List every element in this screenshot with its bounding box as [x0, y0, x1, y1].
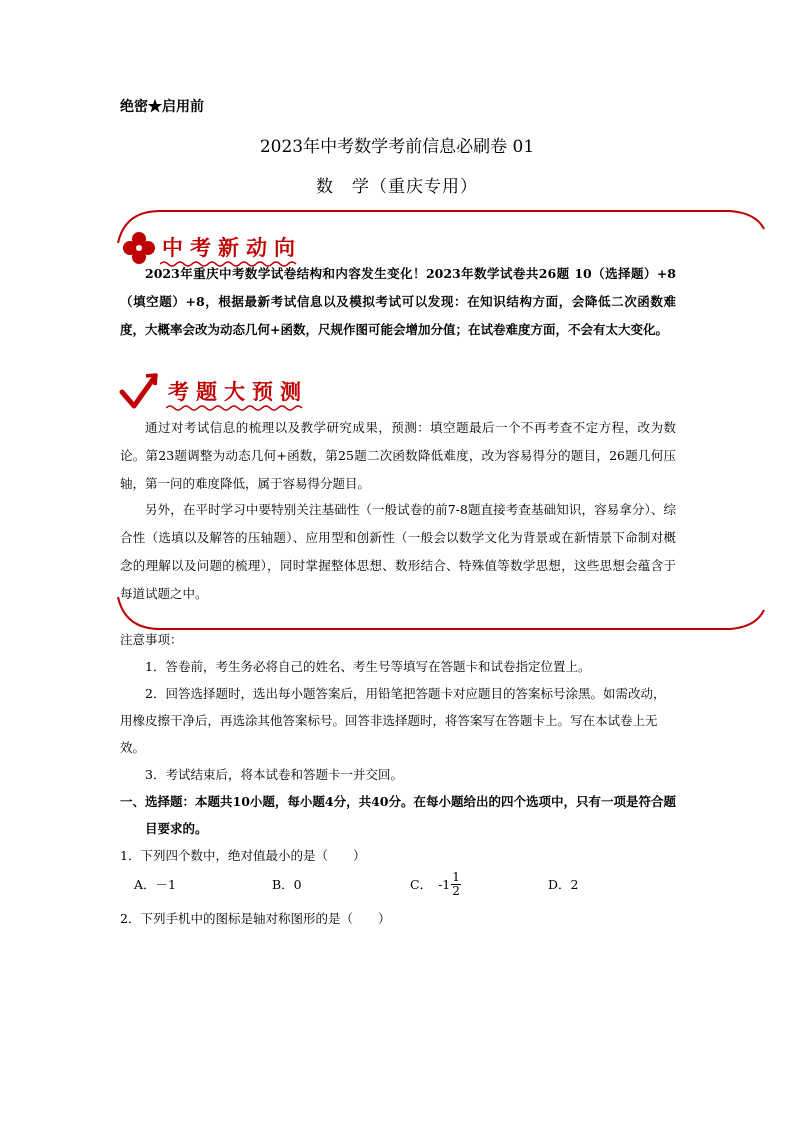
option-c-fraction: [451, 871, 461, 898]
page-title: 2023年中考数学考前信息必刷卷 01: [259, 137, 535, 157]
section-heading-new-trends: 中考新动向: [162, 236, 302, 260]
notice-item: 1．答卷前，考生务必将自己的姓名、考生号等填写在答题卡和试卷指定位置上。: [145, 659, 591, 674]
notice-item: 2．回答选择题时，选出每小题答案后，用铅笔把答题卡对应题目的答案标号涂黑。如需改动，用橡皮擦干净后，再选涂其他答案标号。回答非选择题时，将答案写在答题卡上。写在本试卷上无效。: [120, 686, 666, 755]
option-c-whole: -1: [438, 876, 451, 892]
section1-paragraph: 2023年重庆中考数学试卷结构和内容发生变化！2023年数学试卷共26题 10（选择题）+8（填空题）+8，根据最新考试信息以及模拟考试可以发现：在知识结构方面，会降低二次函数难度，大概率会改为动态几何+函数，尺规作图可能会增加分值；在试卷难度方面，不会有太大变化。: [120, 266, 676, 337]
fraction-numerator: 1: [452, 869, 460, 884]
fraction-denominator: 2: [452, 883, 460, 898]
option-c[interactable]: [396, 871, 534, 898]
option-d[interactable]: D．2: [548, 876, 579, 892]
check-arrow-icon: [118, 372, 160, 412]
section-heading-predictions: 考题大预测: [168, 380, 308, 404]
notice-item: 3．考试结束后，将本试卷和答题卡一并交回。: [145, 767, 403, 782]
question-1-options: [120, 869, 676, 899]
page-subtitle: 数 学（重庆专用）: [316, 177, 478, 197]
option-a[interactable]: A．－1: [134, 876, 176, 892]
question-1-stem: 1．下列四个数中，绝对值最小的是（ ）: [120, 848, 366, 863]
option-c-label: C．: [410, 876, 433, 892]
section2-paragraph-1: 通过对考试信息的梳理以及教学研究成果，预测：填空题最后一个不再考查不定方程，改为数论。第23题调整为动态几何+函数，第25题二次函数降低难度，改为容易得分的题目，26题几何压轴，第一问的难度降低，属于容易得分题目。: [120, 420, 676, 491]
part1-heading: 一、选择题：本题共10小题，每小题4分，共40分。在每小题给出的四个选项中，只有一项是符合题目要求的。: [120, 794, 676, 836]
notice-title: 注意事项：: [120, 632, 183, 647]
wavy-underline: [166, 404, 304, 412]
section2-paragraph-2: 另外，在平时学习中要特别关注基础性（一般试卷的前7-8题直接考查基础知识，容易拿分）、综合性（选填以及解答的压轴题）、应用型和创新性（一般会以数学文化为背景或在新情景下命制对概念的理解以及问题的梳理），同时掌握整体思想、数形结合、特殊值等数学思想，这些思想会蕴含于每道试题之中。: [120, 502, 676, 601]
question-2-stem: 2．下列手机中的图标是轴对称图形的是（ ）: [120, 911, 391, 926]
option-b[interactable]: B．0: [272, 876, 302, 892]
notice-block: [120, 626, 676, 932]
confidential-mark: 绝密★启用前: [120, 99, 204, 115]
